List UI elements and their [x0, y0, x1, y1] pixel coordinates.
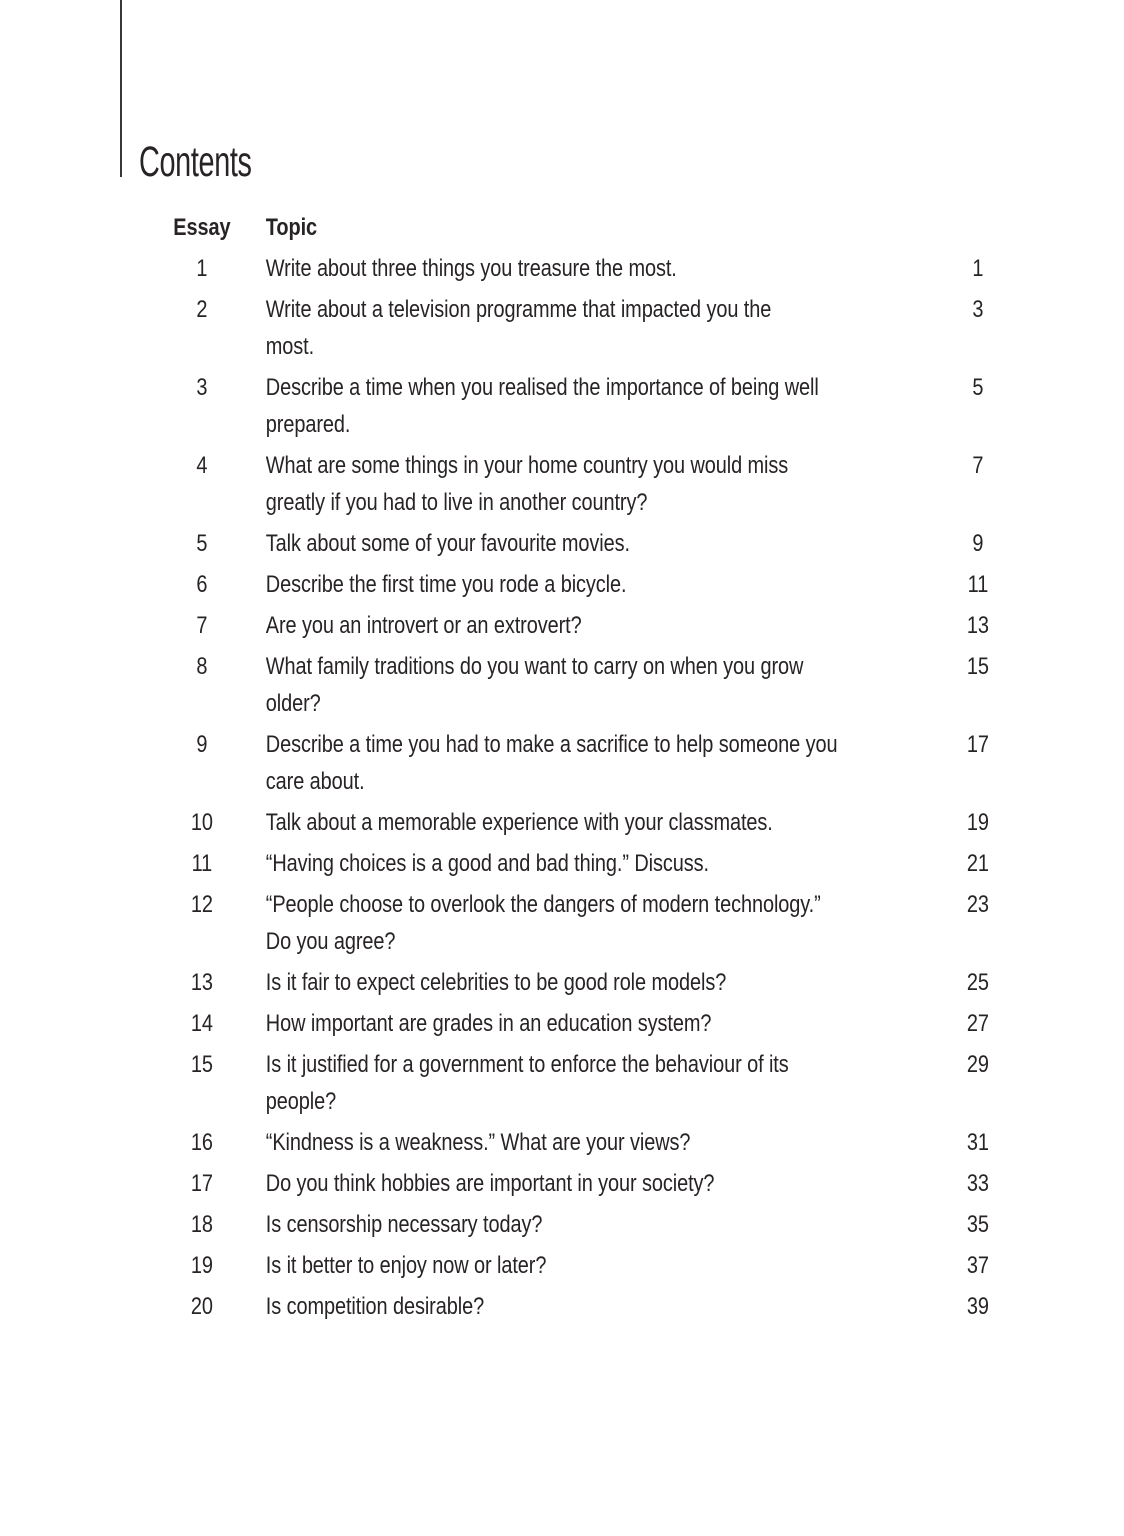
- essay-topic: [266, 1288, 958, 1325]
- topic-line: Are you an introvert or an extrovert?: [265, 612, 582, 639]
- essay-topic: [266, 1046, 958, 1120]
- toc-row: [172, 804, 998, 841]
- essay-number: 5: [196, 530, 208, 557]
- page-number: 11: [967, 571, 989, 598]
- page-number: 27: [966, 1010, 989, 1037]
- essay-topic: [266, 607, 958, 644]
- topic-line: “Having choices is a good and bad thing.” Discuss.: [265, 850, 709, 877]
- toc-row: [172, 726, 998, 800]
- topic-line: “People choose to overlook the dangers of modern technology.”: [265, 891, 821, 918]
- page-number: 15: [966, 653, 989, 680]
- essay-topic: [266, 369, 958, 443]
- essay-number: 3: [196, 374, 208, 401]
- toc-row: [172, 1124, 998, 1161]
- topic-line: Describe the first time you rode a bicycle.: [265, 571, 627, 598]
- essay-number: 13: [190, 969, 213, 996]
- toc-row: [172, 566, 998, 603]
- essay-number: 10: [190, 809, 213, 836]
- toc-row: [172, 964, 998, 1001]
- essay-topic: [266, 1124, 958, 1161]
- page-number: 7: [972, 452, 984, 479]
- toc-row: [172, 1005, 998, 1042]
- page-number: 9: [972, 530, 984, 557]
- topic-line: What family traditions do you want to carry on when you grow: [265, 653, 804, 680]
- topic-line: What are some things in your home country you would miss: [265, 452, 789, 479]
- essay-topic: [266, 291, 958, 365]
- page-number: 25: [966, 969, 989, 996]
- essay-topic: [266, 964, 958, 1001]
- essay-topic: [266, 566, 958, 603]
- topic-line: Describe a time you had to make a sacrifice to help someone you: [265, 731, 838, 758]
- toc-row: [172, 525, 998, 562]
- topic-line: “Kindness is a weakness.” What are your views?: [265, 1129, 691, 1156]
- page-number: 13: [966, 612, 989, 639]
- topic-line: most.: [265, 333, 315, 360]
- page-number: 1: [972, 255, 984, 282]
- essay-number: 17: [190, 1170, 213, 1197]
- toc-row: [172, 291, 998, 365]
- toc-row: [172, 369, 998, 443]
- page-number: 23: [966, 891, 989, 918]
- essay-number: 14: [190, 1010, 213, 1037]
- essay-column-header: Essay: [173, 214, 231, 241]
- page-number: 33: [966, 1170, 989, 1197]
- essay-number: 19: [190, 1252, 213, 1279]
- page-number: 35: [966, 1211, 989, 1238]
- essay-topic: [266, 845, 958, 882]
- topic-line: Write about a television programme that impacted you the: [265, 296, 772, 323]
- topic-line: Is it fair to expect celebrities to be good role models?: [265, 969, 727, 996]
- page-number: 19: [966, 809, 989, 836]
- toc-table: [172, 209, 998, 1329]
- topic-line: people?: [265, 1088, 337, 1115]
- essay-topic: [266, 447, 958, 521]
- essay-number: 7: [196, 612, 208, 639]
- topic-line: Talk about a memorable experience with your classmates.: [265, 809, 773, 836]
- topic-line: Is competition desirable?: [265, 1293, 485, 1320]
- toc-row: [172, 886, 998, 960]
- topic-line: Write about three things you treasure the most.: [265, 255, 677, 282]
- essay-number: 16: [190, 1129, 213, 1156]
- toc-row: [172, 648, 998, 722]
- page-number: 5: [972, 374, 984, 401]
- toc-row: [172, 1247, 998, 1284]
- essay-number: 6: [196, 571, 208, 598]
- essay-number: 2: [196, 296, 208, 323]
- toc-row: [172, 607, 998, 644]
- toc-header-row: [172, 209, 998, 246]
- page-number: 17: [966, 731, 989, 758]
- toc-row: [172, 250, 998, 287]
- essay-topic: [266, 1165, 958, 1202]
- essay-number: 15: [190, 1051, 213, 1078]
- page-number: 29: [966, 1051, 989, 1078]
- toc-row: [172, 1206, 998, 1243]
- page-number: 3: [972, 296, 984, 323]
- page-number: 39: [966, 1293, 989, 1320]
- topic-line: How important are grades in an education system?: [265, 1010, 712, 1037]
- essay-number: 8: [196, 653, 208, 680]
- page-title: Contents: [139, 138, 252, 186]
- essay-topic: [266, 250, 958, 287]
- essay-number: 18: [190, 1211, 213, 1238]
- margin-rule: [120, 0, 122, 177]
- toc-row: [172, 845, 998, 882]
- topic-line: Do you think hobbies are important in your society?: [265, 1170, 715, 1197]
- essay-number: 20: [190, 1293, 213, 1320]
- toc-row: [172, 447, 998, 521]
- essay-topic: [266, 1247, 958, 1284]
- page-number: 21: [966, 850, 989, 877]
- essay-topic: [266, 1005, 958, 1042]
- essay-number: 4: [196, 452, 208, 479]
- essay-number: 9: [196, 731, 208, 758]
- toc-rows: [172, 250, 998, 1325]
- topic-line: greatly if you had to live in another country?: [265, 489, 648, 516]
- essay-topic: [266, 804, 958, 841]
- topic-line: older?: [265, 690, 321, 717]
- essay-topic: [266, 648, 958, 722]
- topic-line: Is censorship necessary today?: [265, 1211, 543, 1238]
- essay-topic: [266, 525, 958, 562]
- topic-line: care about.: [265, 768, 365, 795]
- topic-line: prepared.: [265, 411, 351, 438]
- topic-line: Is it better to enjoy now or later?: [265, 1252, 547, 1279]
- essay-topic: [266, 726, 958, 800]
- essay-topic: [266, 1206, 958, 1243]
- topic-line: Describe a time when you realised the importance of being well: [265, 374, 819, 401]
- toc-row: [172, 1046, 998, 1120]
- essay-number: 1: [196, 255, 208, 282]
- page-number: 31: [966, 1129, 989, 1156]
- topic-line: Talk about some of your favourite movies.: [265, 530, 630, 557]
- topic-column-header: Topic: [265, 214, 318, 241]
- essay-number: 11: [191, 850, 213, 877]
- topic-line: Is it justified for a government to enforce the behaviour of its: [265, 1051, 789, 1078]
- essay-number: 12: [190, 891, 213, 918]
- topic-line: Do you agree?: [265, 928, 396, 955]
- toc-row: [172, 1165, 998, 1202]
- toc-row: [172, 1288, 998, 1325]
- page-number: 37: [966, 1252, 989, 1279]
- essay-topic: [266, 886, 958, 960]
